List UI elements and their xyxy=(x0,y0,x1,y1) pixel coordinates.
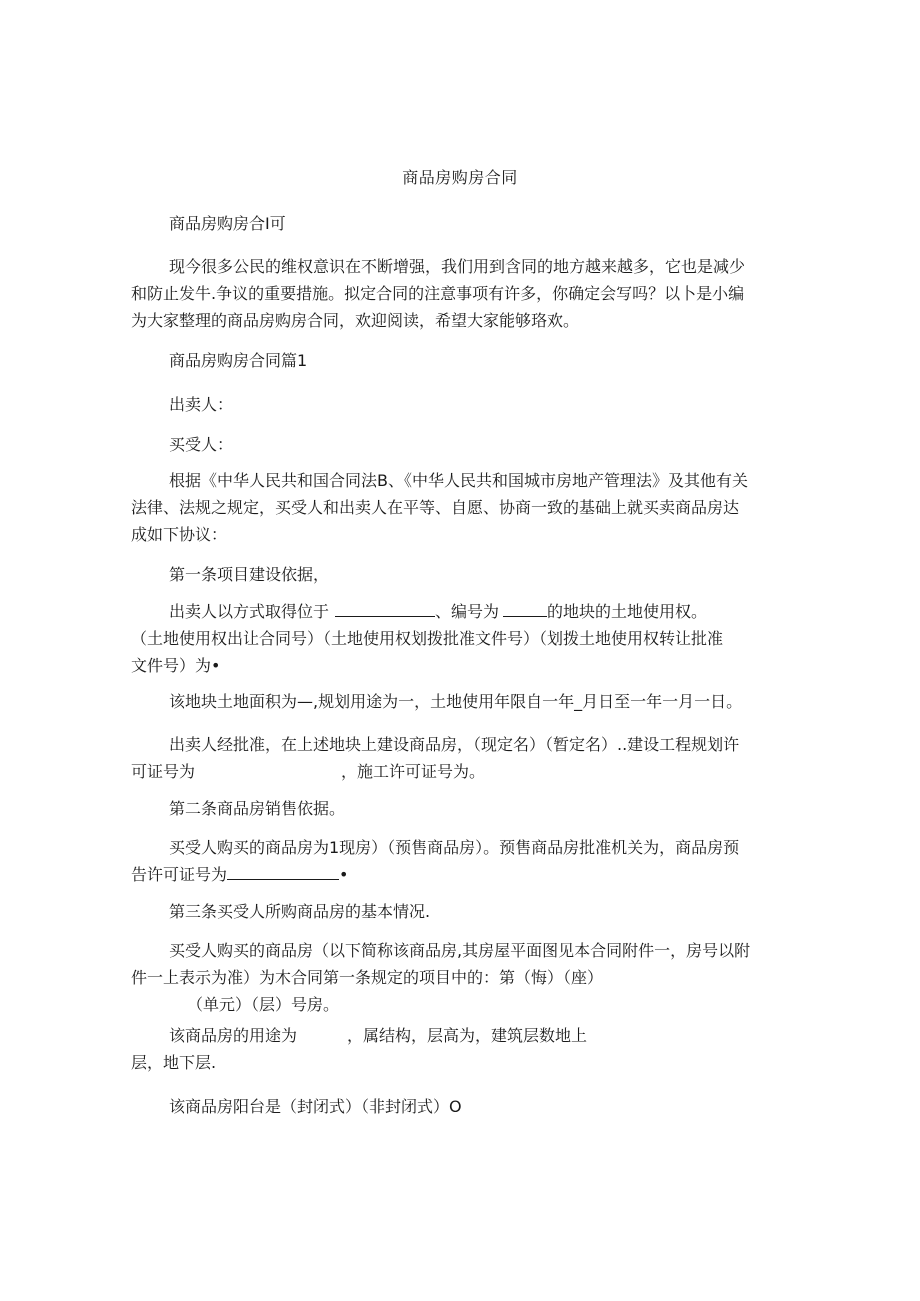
buyer-label: 买受人： xyxy=(169,435,234,454)
text-segment: 的地块的土地使用权。 xyxy=(547,602,708,621)
article-1-paragraph-1 xyxy=(131,598,791,679)
article-2-paragraph xyxy=(131,834,791,888)
document-title: 商品房购房合同 xyxy=(402,168,518,187)
article-3-paragraph-3: 该商品房阳台是（封闭式）（非封闭式）O xyxy=(169,1097,462,1116)
article-1-line xyxy=(131,598,791,625)
fill-in-blank xyxy=(335,602,435,617)
article-1-line: 文件号）为• xyxy=(131,656,221,675)
article-3-line: 买受人购买的商品房（以下简称该商品房,其房屋平面图见本合同附件一，房号以附 xyxy=(169,941,751,960)
text-segment: 出卖人以方式取得位于 xyxy=(169,602,330,621)
text-segment: 该商品房的用途为 xyxy=(169,1026,298,1045)
document-subtitle: 商品房购房合I可 xyxy=(169,214,286,233)
article-3-line: （单元）（层）号房。 xyxy=(187,995,340,1014)
section-heading: 商品房购房合同篇1 xyxy=(169,351,308,370)
article-3-line xyxy=(131,1022,791,1049)
article-3-heading: 第三条买受人所购商品房的基本情况. xyxy=(169,902,431,921)
article-1-heading: 第一条项目建设依据， xyxy=(169,565,330,584)
article-2-line: 买受人购买的商品房为1现房）（预售商品房）。预售商品房批准机关为，商品房预 xyxy=(169,838,740,857)
basis-paragraph xyxy=(131,467,791,548)
article-3-line: 件一上表示为准）为木合同第一条规定的项目中的：第（悔）（座） xyxy=(131,968,604,987)
fill-in-blank xyxy=(503,602,547,617)
article-3-paragraph-2 xyxy=(131,1022,791,1076)
text-segment: ，施工许可证号为。 xyxy=(341,762,486,781)
article-2-heading: 第二条商品房销售依据。 xyxy=(169,799,346,818)
article-3-paragraph-1 xyxy=(131,937,791,1018)
text-segment: ，属结构，层高为，建筑层数地上 xyxy=(347,1026,588,1045)
text-segment: 、编号为 xyxy=(435,602,500,621)
basis-line: 根据《中华人民共和国合同法B、《中华人民共和国城市房地产管理法》及其他有关 xyxy=(169,471,748,490)
article-1-line xyxy=(131,758,791,785)
text-segment: • xyxy=(339,865,349,884)
article-1-line: 出卖人经批准，在上述地块上建设商品房，（现定名）（暂定名）..建设工程规划许 xyxy=(169,735,740,754)
text-segment: 告许可证号为 xyxy=(131,865,228,884)
intro-paragraph xyxy=(131,253,791,334)
article-1-paragraph-2: 该地块土地面积为—,规划用途为一，土地使用年限自一年_月日至一年一月一日。 xyxy=(169,692,743,711)
fill-in-blank xyxy=(227,865,339,880)
basis-line: 法律、法规之规定，买受人和出卖人在平等、自愿、协商一致的基础上就买卖商品房达 xyxy=(131,498,740,517)
article-1-paragraph-3 xyxy=(131,731,791,785)
article-3-line: 层，地下层. xyxy=(131,1053,217,1072)
intro-line: 和防止发牛.争议的重要措施。拟定合同的注意事项有许多，你确定会写吗？以卜是小编 xyxy=(131,284,745,303)
intro-line: 现今很多公民的维权意识在不断增强，我们用到含同的地方越来越多，它也是减少 xyxy=(169,257,746,276)
text-segment: 可证号为 xyxy=(131,762,196,781)
intro-line: 为大家整理的商品房购房合同，欢迎阅读，希望大家能够珞欢。 xyxy=(131,311,580,330)
seller-label: 出卖人： xyxy=(169,395,234,414)
basis-line: 成如下协议： xyxy=(131,525,228,544)
article-2-line xyxy=(131,861,791,888)
article-1-line: （土地使用权出让合同号）（土地使用权划拨批准文件号）（划拨土地使用权转让批准 xyxy=(131,629,724,648)
